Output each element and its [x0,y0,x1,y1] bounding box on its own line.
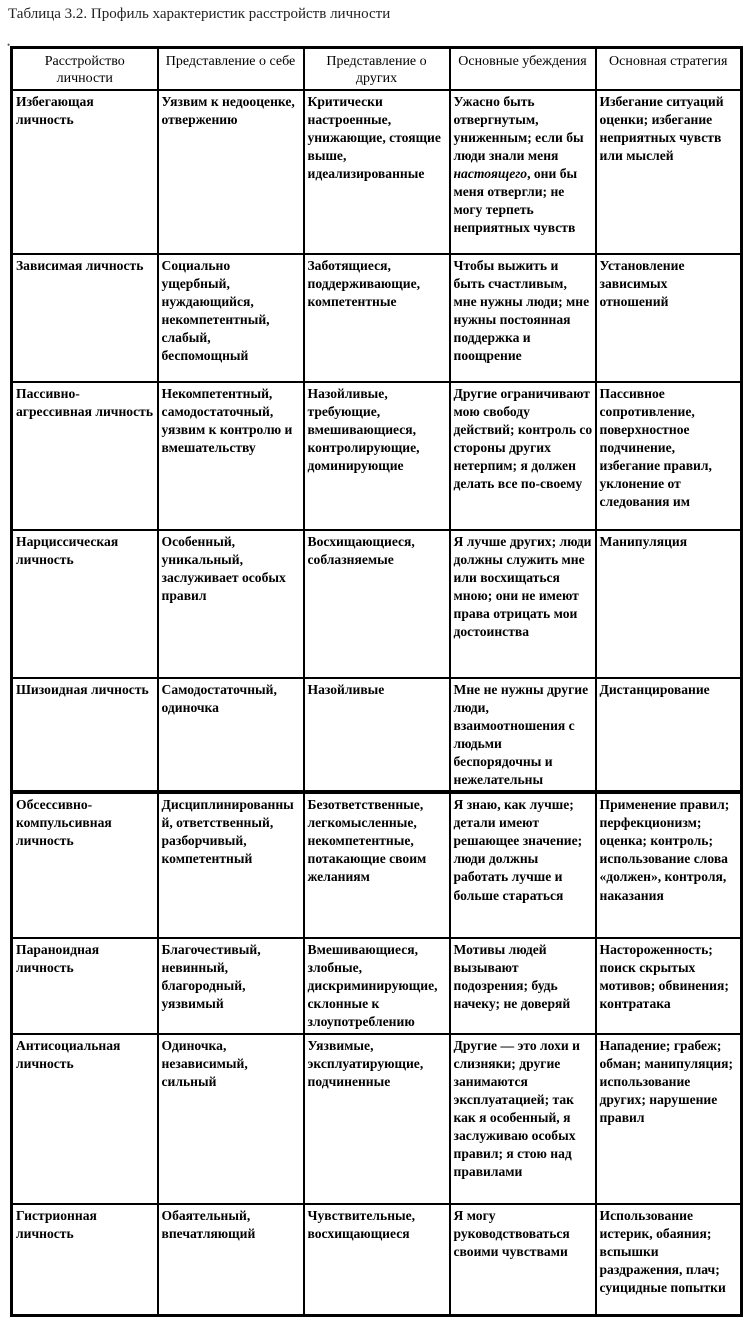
beliefs-text-end: , они бы меня отвергли; не могу терпеть неприятных чувств [453,165,578,236]
cell-main-strategy: Использование истерик, обаяния; вспышки раздражения, плач; суицидные попытки [596,1204,742,1316]
table-header-row [12,48,742,90]
cell-disorder: Шизоидная личность [12,678,158,793]
cell-disorder: Избегающая личность [12,90,158,254]
header-disorder: Расстройство личности [12,48,158,90]
cell-others-view: Уязвимые, эксплуатирующие, подчиненные [304,1034,450,1204]
cell-others-view: Заботящиеся, поддерживающие, компетентные [304,254,450,382]
cell-self-view: Некомпетентный, самодостаточный, уязвим к контролю и вмешательству [158,382,304,530]
cell-others-view: Назойливые, требующие, вмешивающиеся, контролирующие, доминирующие [304,382,450,530]
table-row-paranoid [12,938,742,1033]
cell-core-beliefs: Мотивы людей вызывают подозрения; будь начеку; не доверяй [450,938,596,1033]
cell-disorder: Зависимая личность [12,254,158,382]
beliefs-text-start: Ужасно быть отвергнутым, униженным; если бы люди знали меня [453,93,584,163]
cell-self-view: Одиночка, независимый, сильный [158,1034,304,1204]
cell-self-view: Самодостаточный, одиночка [158,678,304,793]
cell-self-view: Дисциплинированный, ответственный, разборчивый, компетентный [158,792,304,938]
cell-main-strategy: Избегание ситуаций оценки; избегание неприятных чувств или мыслей [596,90,742,254]
cell-others-view: Критически настроенные, унижающие, стоящие выше, идеализированные [304,90,450,254]
cell-self-view: Уязвим к недооценке, отвержению [158,90,304,254]
cell-disorder: Нарциссическая личность [12,530,158,678]
header-main-strategy: Основная стратегия [596,48,742,90]
cell-disorder: Обсессивно-компульсивная личность [12,792,158,938]
cell-main-strategy: Применение правил; перфекционизм; оценка; контроль; использование слова «должен», контроля, наказания [596,792,742,938]
cell-main-strategy: Нападение; грабеж; обман; манипуляция; использование других; нарушение правил [596,1034,742,1204]
cell-self-view: Особенный, уникальный, заслуживает особых правил [158,530,304,678]
cell-others-view: Назойливые [304,678,450,793]
cell-self-view: Социально ущербный, нуждающийся, некомпетентный, слабый, беспомощный [158,254,304,382]
cell-others-view: Восхищающиеся, соблазняемые [304,530,450,678]
cell-disorder: Параноидная личность [12,938,158,1033]
cell-others-view: Чувствительные, восхищающиеся [304,1204,450,1316]
table-row-avoidant [12,90,742,254]
cell-disorder: Антисоциальная личность [12,1034,158,1204]
table-row-passive-aggressive [12,382,742,530]
cell-disorder: Пассивно-агрессивная личность [12,382,158,530]
cell-main-strategy: Установление зависимых отношений [596,254,742,382]
cell-self-view: Благочестивый, невинный, благородный, уязвимый [158,938,304,1033]
cell-core-beliefs: Я могу руководствоваться своими чувствами [450,1204,596,1316]
cell-main-strategy: Дистанцирование [596,678,742,793]
cell-core-beliefs: Я лучше других; люди должны служить мне или восхищаться мною; они не имеют права отрицать мои достоинства [450,530,596,678]
table-row-obsessive-compulsive [12,792,742,938]
cell-core-beliefs: Другие — это лохи и слизняки; другие занимаются эксплуатацией; так как я особенный, я заслуживаю особых правил; я стою над правилами [450,1034,596,1204]
table-row-histrionic [12,1204,742,1316]
cell-core-beliefs [450,90,596,254]
table-row-dependent [12,254,742,382]
table-caption: Таблица 3.2. Профиль характеристик расстройств личности [8,6,391,22]
header-core-beliefs: Основные убеждения [450,48,596,90]
table-row-narcissistic [12,530,742,678]
cell-core-beliefs: Чтобы выжить и быть счастливым, мне нужны люди; мне нужны постоянная поддержка и поощрение [450,254,596,382]
cell-core-beliefs: Мне не нужны другие люди, взаимоотношения с людьми беспорядочны и нежелательны [450,678,596,793]
cell-self-view: Обаятельный, впечатляющий [158,1204,304,1316]
cell-others-view: Безответственные, легкомысленные, некомпетентные, потакающие своим желаниям [304,792,450,938]
cell-core-beliefs: Я знаю, как лучше; детали имеют решающее значение; люди должны работать лучше и больше стараться [450,792,596,938]
cell-main-strategy: Настороженность; поиск скрытых мотивов; обвинения; контратака [596,938,742,1033]
header-others-view: Представление о других [304,48,450,90]
cell-others-view: Вмешивающиеся, злобные, дискриминирующие, склонные к злоупотреблению [304,938,450,1033]
cell-main-strategy: Манипуляция [596,530,742,678]
cell-main-strategy: Пассивное сопротивление, поверхностное подчинение, избегание правил, уклонение от следования им [596,382,742,530]
cell-core-beliefs: Другие ограничивают мою свободу действий; контроль со стороны других нетерпим; я должен делать все по-своему [450,382,596,530]
beliefs-text-italic: настоящего [453,165,528,181]
personality-disorders-table [10,46,743,1317]
table-row-antisocial [12,1034,742,1204]
header-self-view: Представление о себе [158,48,304,90]
table-row-schizoid [12,678,742,793]
stray-mark: • [7,40,11,50]
cell-disorder: Гистрионная личность [12,1204,158,1316]
